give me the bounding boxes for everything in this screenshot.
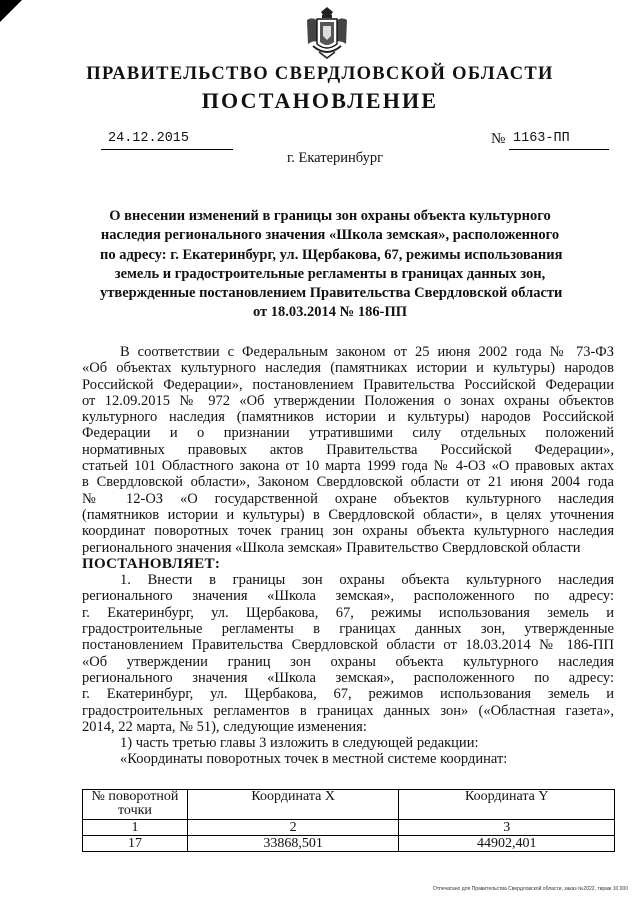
- table-header-cell: Координата X: [187, 790, 399, 820]
- table-header-cell: № поворотной точки: [83, 790, 188, 820]
- coordinates-table: [82, 789, 615, 852]
- body-line: регионального значения «Школа земская», расположенного по адресу:: [82, 669, 614, 686]
- body-line: 1. Внести в границы зон охраны объекта культурного наследия: [120, 572, 614, 589]
- body-line: «Об утверждении границ зон охраны объекта культурного наследия: [82, 653, 614, 670]
- body-line: нормативных правовых актов Правительства Российской Федерации»,: [82, 441, 614, 458]
- table-cell: 2: [187, 820, 399, 836]
- body-line: Российской Федерации», постановлением Правительства Российской Федерации: [82, 376, 614, 393]
- heading-line: О внесении изменений в границы зон охраны объекта культурного: [109, 208, 551, 224]
- body-line: в Свердловской области», Законом Свердловской области от 21 июня 2004 года: [82, 474, 614, 491]
- body-line: градостроительные регламенты в границах данных зон, утвержденные: [82, 621, 614, 638]
- body-line: регионального значения «Школа земская» Правительство Свердловской области: [82, 539, 581, 556]
- table-cell: 17: [83, 836, 188, 852]
- corner-fold-mark: [0, 0, 22, 22]
- document-heading: [100, 207, 563, 323]
- table-cell: 1: [83, 820, 188, 836]
- document-number: 1163-ПП: [509, 131, 609, 150]
- resolves-heading: ПОСТАНОВЛЯЕТ:: [82, 555, 221, 572]
- body-line: постановлением Правительства Свердловской области от 18.03.2014 № 186-ПП: [82, 637, 614, 654]
- document-body: [82, 344, 614, 768]
- body-line: № 12-ОЗ «О государственной охране объектов культурного наследия: [82, 490, 614, 507]
- document-number-block: [491, 131, 607, 150]
- body-line: г. Екатеринбург, ул. Щербакова, 67, режимов использования земель и: [82, 686, 614, 703]
- table-header-row: [83, 790, 615, 820]
- body-line: «Об объектах культурного наследия (памятниках истории и культуры) народов: [82, 360, 614, 377]
- table-cell: 33868,501: [187, 836, 399, 852]
- body-line: 1) часть третью главы 3 изложить в следующей редакции:: [120, 735, 479, 752]
- body-line: от 12.09.2015 № 972 «Об утверждении Положения о зонах охраны объектов: [82, 392, 614, 409]
- heading-line: от 18.03.2014 № 186-ПП: [252, 304, 407, 321]
- table-row: [83, 820, 615, 836]
- coat-of-arms-emblem: [305, 6, 349, 60]
- body-line: регионального значения «Школа земская», расположенного по адресу:: [82, 588, 614, 605]
- heading-line: по адресу: г. Екатеринбург, ул. Щербакова, 67, режимы использования: [100, 246, 563, 263]
- heading-line: наследия регионального значения «Школа земская», расположенного: [100, 227, 560, 244]
- heading-line: утвержденные постановлением Правительства Свердловской области: [100, 285, 563, 302]
- print-footer-note: Отпечатано для Правительства Свердловской области, заказ №2022, тираж 10 000: [432, 886, 628, 892]
- body-line: Федерации и о признании утратившими силу отдельных положений: [82, 425, 614, 442]
- body-line: г. Екатеринбург, ул. Щербакова, 67, режимы использования земель и: [82, 604, 614, 621]
- document-date: 24.12.2015: [101, 131, 233, 150]
- number-sign: №: [491, 131, 506, 147]
- table-header-cell: Координата Y: [399, 790, 615, 820]
- body-line: градостроительных регламентов в границах данных зон» («Областная газета»,: [82, 702, 614, 719]
- table-cell: 44902,401: [399, 836, 615, 852]
- body-line: 2014, 22 марта, № 51), следующие изменения:: [82, 718, 367, 735]
- table-row: [83, 836, 615, 852]
- body-line: координат поворотных точек границ зон охраны объекта культурного наследия: [82, 523, 614, 540]
- body-line: «Координаты поворотных точек в местной системе координат:: [120, 751, 508, 768]
- body-line: культурного наследия (памятников истории и культуры) народов Российской: [82, 409, 614, 426]
- heading-line: земель и градостроительные регламенты в границах данных зон,: [114, 265, 546, 282]
- government-name: ПРАВИТЕЛЬСТВО СВЕРДЛОВСКОЙ ОБЛАСТИ: [86, 64, 554, 84]
- table-cell: 3: [399, 820, 615, 836]
- body-line: В соответствии с Федеральным законом от 25 июня 2002 года № 73-ФЗ: [120, 344, 614, 360]
- body-line: статьей 101 Областного закона от 10 марта 1999 года № 4-ОЗ «О правовых актах: [82, 458, 614, 475]
- document-city: г. Екатеринбург: [286, 150, 384, 166]
- body-line: (памятников истории и культуры) в Свердловской области», в целях уточнения: [82, 506, 614, 523]
- document-type: ПОСТАНОВЛЕНИЕ: [201, 88, 439, 113]
